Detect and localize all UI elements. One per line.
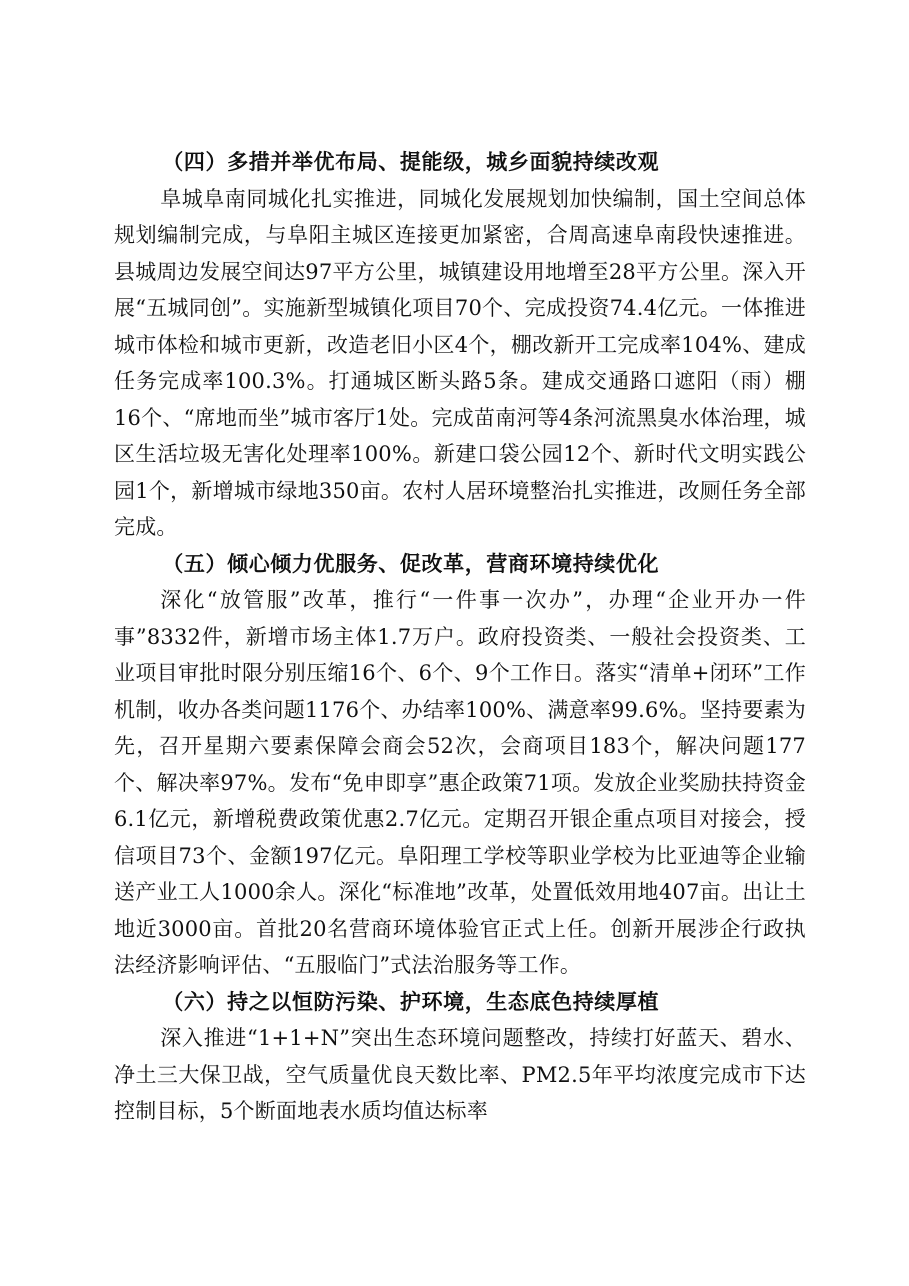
section-4 — [114, 144, 806, 546]
section-heading: （六）持之以恒防污染、护环境，生态底色持续厚植 — [162, 989, 660, 1014]
section-5 — [114, 546, 806, 984]
section-6 — [114, 984, 806, 1130]
section-heading: （五）倾心倾力优服务、促改革，营商环境持续优化 — [162, 551, 660, 576]
section-paragraph: 深化“放管服”改革，推行“一件事一次办”，办理“企业开办一件事”8332件，新增市场主体1.7万户。政府投资类、一般社会投资类、工业项目审批时限分别压缩16个、6个、9个工作日。落实“清单+闭环”工作机制，收办各类问题1176个、办结率100%、满意率99.6%。坚持要素为先，召开星期六要素保障会商会52次，会商项目183个，解决问题177个、解决率97%。发布“免申即享”惠企政策71项。发放企业奖励扶持资金6.1亿元，新增税费政策优惠2.7亿元。定期召开银企重点项目对接会，授信项目73个、金额197亿元。阜阳理工学校等职业学校为比亚迪等企业输送产业工人1000余人。深化“标准地”改革，处置低效用地407亩。出让土地近3000亩。首批20名营商环境体验官正式上任。创新开展涉企行政执法经济影响评估、“五服临门”式法治服务等工作。 — [114, 588, 806, 977]
section-heading: （四）多措并举优布局、提能级，城乡面貌持续改观 — [162, 150, 660, 174]
document-page — [114, 144, 806, 1130]
section-paragraph: 深入推进“1+1+N”突出生态环境问题整改，持续打好蓝天、碧水、净土三大保卫战，空气质量优良天数比率、PM2.5年平均浓度完成市下达控制目标，5个断面地表水质均值达标率 — [114, 1026, 806, 1123]
section-paragraph: 阜城阜南同城化扎实推进，同城化发展规划加快编制，国土空间总体规划编制完成，与阜阳主城区连接更加紧密，合周高速阜南段快速推进。县城周边发展空间达97平方公里，城镇建设用地增至28平方公里。深入开展“五城同创”。实施新型城镇化项目70个、完成投资74.4亿元。一体推进城市体检和城市更新，改造老旧小区4个，棚改新开工完成率104%、建成任务完成率100.3%。打通城区断头路5条。建成交通路口遮阳（雨）棚16个、“席地而坐”城市客厅1处。完成苗南河等4条河流黑臭水体治理，城区生活垃圾无害化处理率100%。新建口袋公园12个、新时代文明实践公园1个，新增城市绿地350亩。农村人居环境整治扎实推进，改厕任务全部完成。 — [114, 186, 806, 539]
